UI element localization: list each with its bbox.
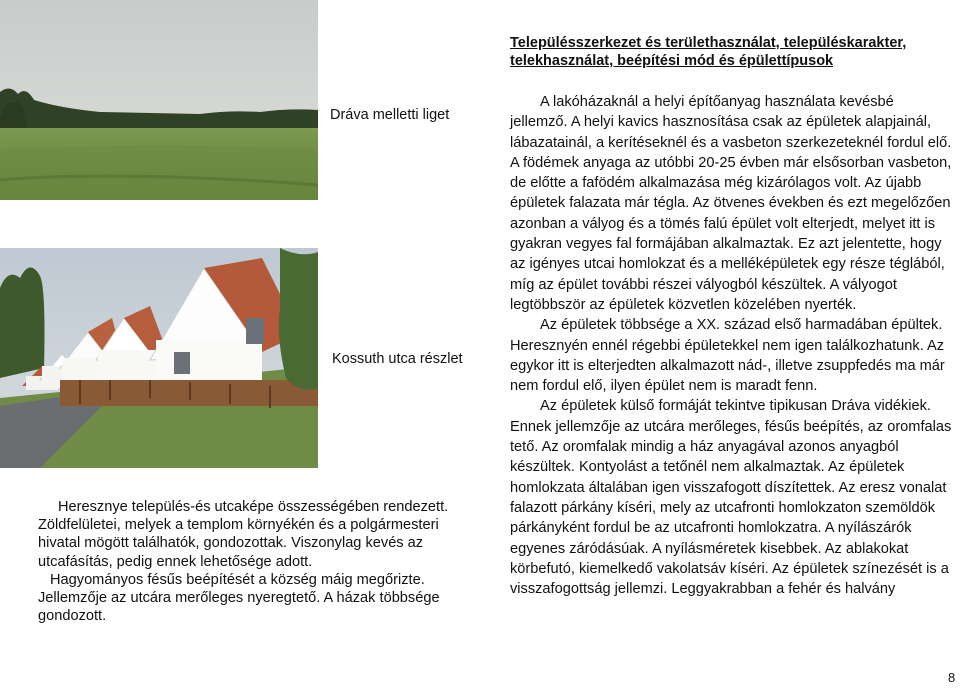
photo-kossuth-street: [0, 248, 318, 468]
caption-photo-2: Kossuth utca részlet: [332, 351, 463, 367]
photo-drava-grove: [0, 0, 318, 200]
page-number: 8: [948, 670, 956, 685]
paragraph-building-form: Az épületek külső formáját tekintve tipikusan Dráva vidékiek. Ennek jellemzője az utcára merőleges, fésűs beépítés, az oromfalas tető. Az oromfalak mindig a ház anyagával azonos anyagból készültek. Kontyolást a tetőnél nem alkalmaztak. Az épületek homlokzata általában igen visszafogott díszítettek. Az eresz vonalat falazott párkány kíséri, mely az utcafronti homlokzaton szemöldök párkányként fordul be az utcafronti homlokzatra. A nyílászárók egyenes záródásúak. A nyílásméretek kisebbek. Az ablakokat körbefutó, kiemelkedő vakolatsáv kíséri. Az épületek színezését is a visszafogottság jellemzi. Leggyakrabban a fehér és halvány: [510, 398, 952, 598]
body-text-left: [38, 498, 466, 625]
paragraph-building-age: Az épületek többsége a XX. század első harmadában épültek. Heresznyén ennél régebbi épületekkel nem igen találkozhatunk. Az egykor itt is elterjedten alkalmazott nád-, illetve zsuppfedés ma már nem fordul elő, ilyen épület nem is maradt fenn.: [510, 317, 945, 395]
body-text-right: [510, 92, 955, 599]
caption-photo-1: Dráva melletti liget: [330, 107, 450, 123]
paragraph-building-materials: A lakóházaknál a helyi építőanyag használata kevésbé jellemző. A helyi kavics hasznosítása csak az épületek alapjainál, lábazatainál, a kerítéseknél és a vasbeton szerkezeteknél fordul elő. A födémek anyaga az utóbbi 20-25 évben már elsősorban vasbeton, de előtte a fafödém alkalmazása még kizárólagos volt. Az újabb épületek falazata már tégla. Az ötvenes években és ezt megelőzően azonban a vályog és a tömés falú épület volt elterjedt, melyet itt is gyakran vegyes fal formájában alkalmaztak. Ez azt jelentette, hogy az igényes utcai homlokzat és a melléképületek egy része téglából, míg az épület további részei vályogból készültek. A vályogot legtöbbször az épületek közvetlen közelében nyerték.: [510, 94, 952, 313]
paragraph-townscape: Heresznye település-és utcaképe összességében rendezett. Zöldfelületei, melyek a templom környékén és a polgármesteri hivatal mögött találhatók, gondozottak. Viszonylag kevés az utcafásítás, pedig ennek lehetősége adott.: [38, 499, 449, 570]
section-heading: Településszerkezet és területhasználat, településkarakter, telekhasználat, beépítési mód és épülettípusok: [510, 35, 907, 69]
paragraph-layout: Hagyományos fésűs beépítését a község máig megőrizte. Jellemzője az utcára merőleges nyeregtető. A házak többsége gondozott.: [38, 571, 440, 625]
